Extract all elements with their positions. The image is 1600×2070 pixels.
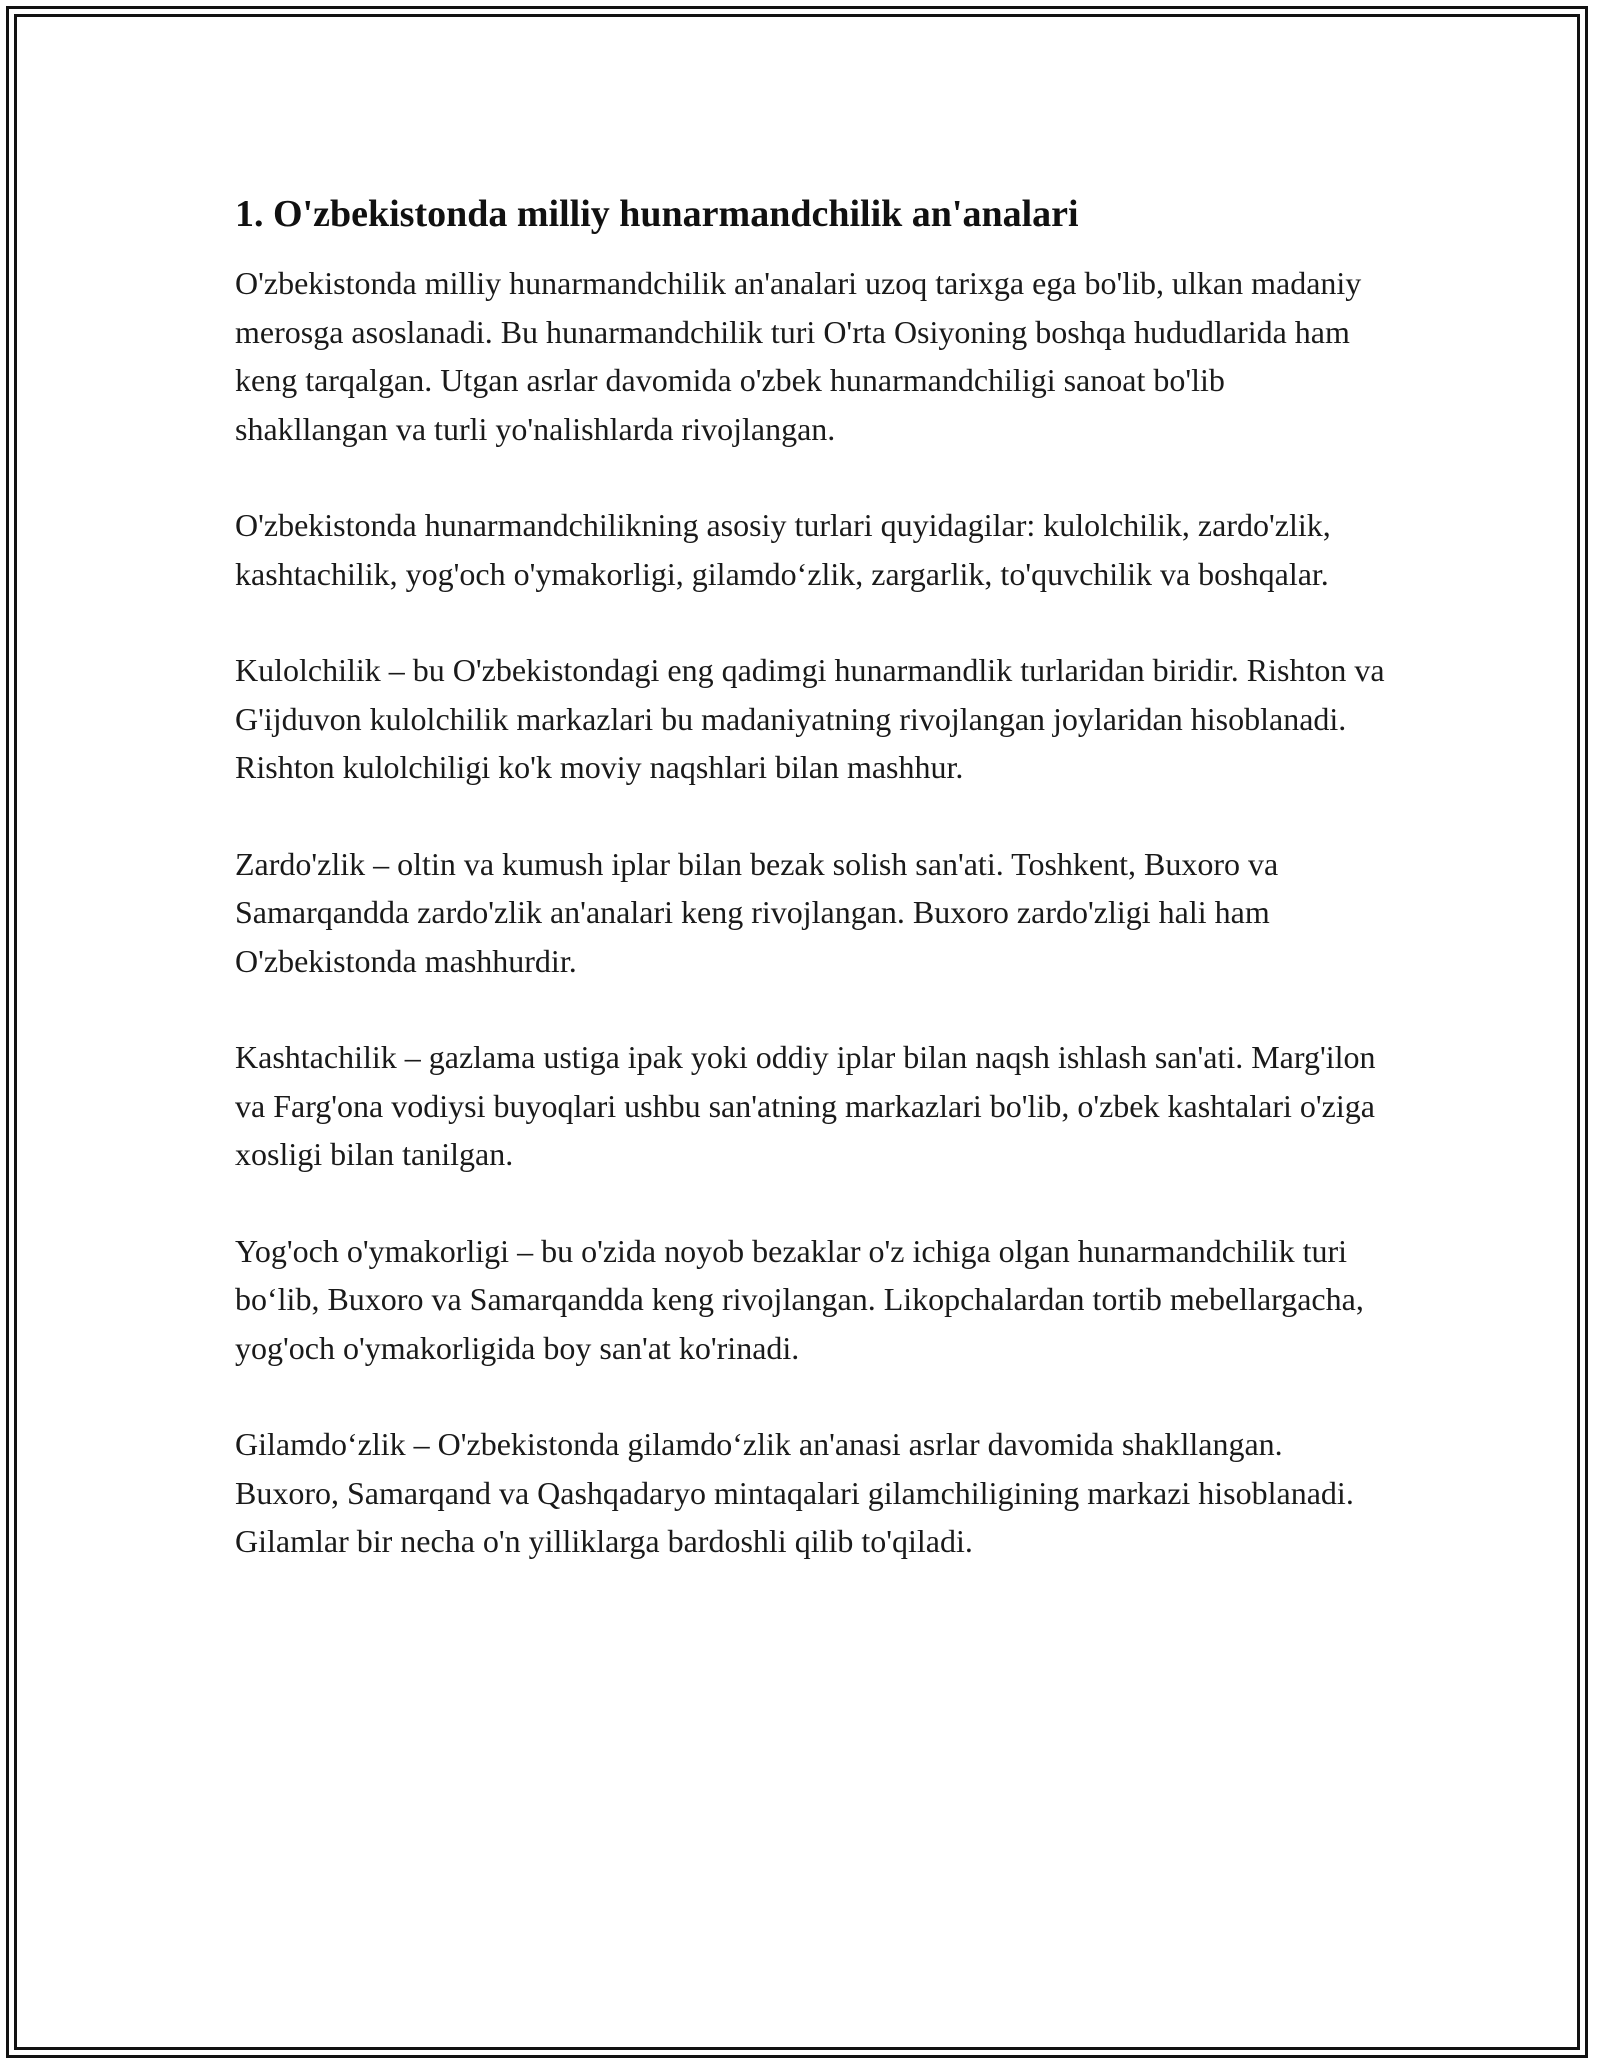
paragraph-gold-embroidery: Zardo'zlik – oltin va kumush iplar bilan bezak solish san'ati. Toshkent, Buxoro va Samarqandda zardo'zlik an'analari keng rivojlangan. Buxoro zardo'zligi hali ham O'zbekistonda mashhurdir. xyxy=(235,845,1279,979)
paragraph-craft-types: O'zbekistonda hunarmandchilikning asosiy turlari quyidagilar: kulolchilik, zardo'zlik, kashtachilik, yog'och o'ymakorligi, gilamdo‘zlik, zargarlik, to'quvchilik va boshqalar. xyxy=(235,507,1331,592)
paragraph-pottery: Kulolchilik – bu O'zbekistondagi eng qadimgi hunarmandlik turlaridan biridir. Rishton va G'ijduvon kulolchilik markazlari bu madaniyatning rivojlangan joylaridan hisoblanadi. Rishton kulolchiligi ko'k moviy naqshlari bilan mashhur. xyxy=(235,652,1385,785)
section-heading: 1. O'zbekistonda milliy hunarmandchilik an'analari xyxy=(235,193,1079,235)
paragraph-embroidery: Kashtachilik – gazlama ustiga ipak yoki oddiy iplar bilan naqsh ishlash san'ati. Marg'ilon va Farg'ona vodiysi buyoqlari ushbu san'atning markazlari bo'lib, o'zbek kashtalari o'ziga xosligi bilan tanilgan. xyxy=(235,1039,1376,1172)
paragraph-wood-carving: Yog'och o'ymakorligi – bu o'zida noyob bezaklar o'z ichiga olgan hunarmandchilik turi bo‘lib, Buxoro va Samarqandda keng rivojlangan. Likopchalardan tortib mebellargacha, yog'och o'ymakorligida boy san'at ko'rinadi. xyxy=(235,1232,1364,1366)
paragraph-intro: O'zbekistonda milliy hunarmandchilik an'analari uzoq tarixga ega bo'lib, ulkan madaniy merosga asoslanadi. Bu hunarmandchilik turi O'rta Osiyoning boshqa hududlarida ham keng tarqalgan. Utgan asrlar davomida o'zbek hunarmandchiligi sanoat bo'lib shakllangan va turli yo'nalishlarda rivojlangan. xyxy=(235,265,1362,447)
document-page xyxy=(235,185,1385,1566)
paragraph-carpet-weaving: Gilamdo‘zlik – O'zbekistonda gilamdo‘zlik an'anasi asrlar davomida shakllangan. Buxoro, Samarqand va Qashqadaryo mintaqalari gilamchiligining markazi hisoblanadi. Gilamlar bir necha o'n yilliklarga bardoshli qilib to'qiladi. xyxy=(235,1426,1354,1559)
